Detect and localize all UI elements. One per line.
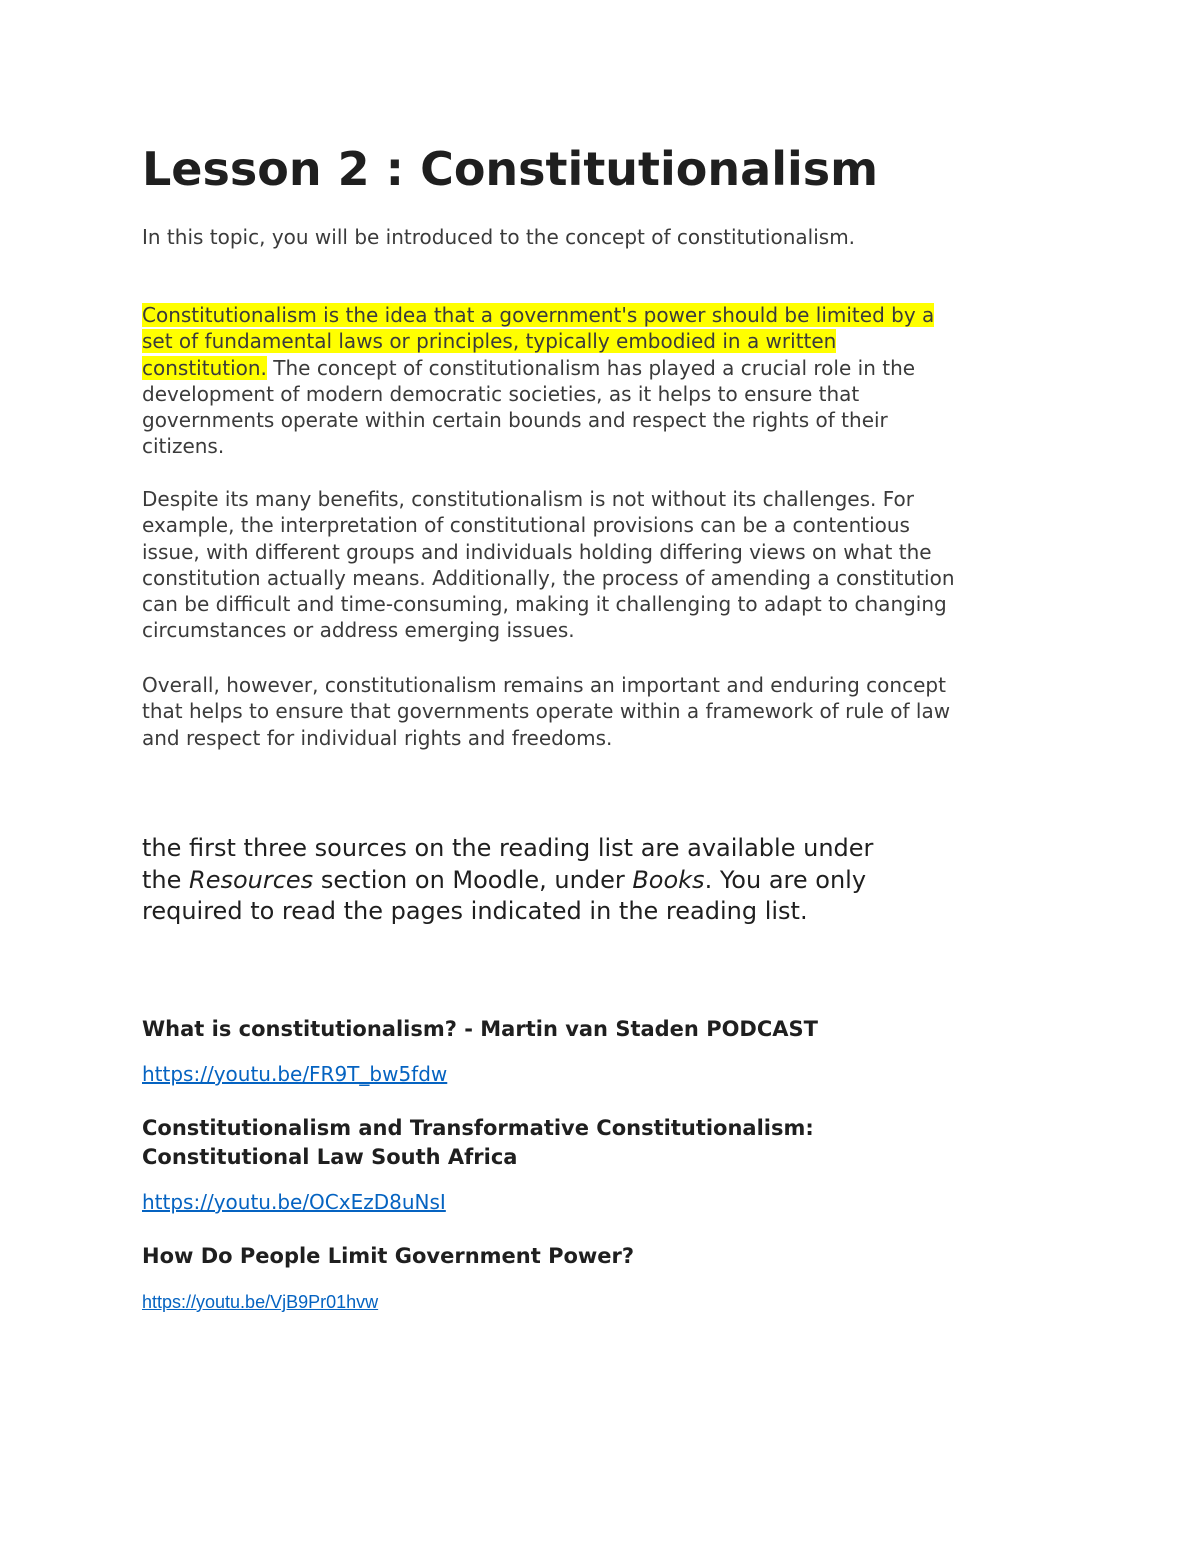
text-fragment: The concept of constitutionalism has played a crucial role in the	[266, 355, 916, 380]
text-fragment: section on Moodle, under	[313, 865, 633, 894]
resources-emphasis: Resources	[189, 865, 314, 894]
paragraph-definition	[142, 302, 1072, 460]
text-line: Despite its many benefits, constitutionalism is not without its challenges. For	[142, 487, 914, 511]
resource-heading-limit-power	[142, 1242, 634, 1271]
text-line: citizens.	[142, 434, 225, 459]
text-line: constitution actually means. Additionally, the process of amending a constitution	[142, 565, 955, 590]
heading-line: How Do People Limit Government Power?	[142, 1244, 635, 1268]
text-line	[142, 302, 1072, 328]
books-emphasis: Books	[632, 865, 705, 894]
heading-line: Constitutionalism and Transformative Constitutionalism:	[142, 1116, 814, 1140]
text-line	[142, 328, 1072, 354]
text-line: the first three sources on the reading list are available under	[142, 834, 874, 862]
resource-link-transformative[interactable]: https://youtu.be/OCxEzD8uNsI	[142, 1190, 446, 1214]
text-line: required to read the pages indicated in the reading list.	[142, 897, 808, 925]
text-fragment: . You are only	[704, 865, 867, 894]
highlighted-text: set of fundamental laws or principles, typically embodied in a written	[142, 329, 837, 354]
highlighted-text: Constitutionalism is the idea that a government's power should be limited by a	[142, 303, 935, 327]
heading-line: Constitutional Law South Africa	[142, 1145, 518, 1169]
reading-list-note	[142, 833, 1042, 928]
paragraph-conclusion	[142, 672, 1072, 751]
resource-heading-transformative	[142, 1114, 814, 1172]
heading-line: What is constitutionalism? - Martin van Staden PODCAST	[142, 1017, 818, 1041]
text-line: Overall, however, constitutionalism remains an important and enduring concept	[142, 673, 946, 697]
text-line	[142, 865, 1042, 897]
text-line: and respect for individual rights and freedoms.	[142, 725, 613, 750]
text-line	[142, 355, 1072, 381]
resource-link-limit-power[interactable]: https://youtu.be/VjB9Pr01hvw	[142, 1292, 379, 1312]
text-line: issue, with different groups and individuals holding differing views on what the	[142, 539, 932, 564]
text-fragment: the	[142, 865, 190, 894]
paragraph-challenges	[142, 486, 1072, 644]
text-line: example, the interpretation of constitutional provisions can be a contentious	[142, 513, 910, 538]
highlighted-text: constitution.	[142, 355, 267, 380]
text-line: governments operate within certain bounds and respect the rights of their	[142, 408, 888, 433]
text-line: circumstances or address emerging issues.	[142, 618, 575, 643]
page-title: Lesson 2 : Constitutionalism	[142, 142, 879, 196]
intro-text: In this topic, you will be introduced to the concept of constitutionalism.	[142, 225, 856, 249]
resource-heading-podcast	[142, 1015, 818, 1044]
text-line: that helps to ensure that governments operate within a framework of rule of law	[142, 699, 951, 724]
resource-link-podcast[interactable]: https://youtu.be/FR9T_bw5fdw	[142, 1062, 448, 1086]
text-line: development of modern democratic societies, as it helps to ensure that	[142, 381, 860, 406]
text-line: can be difficult and time-consuming, making it challenging to adapt to changing	[142, 592, 947, 617]
